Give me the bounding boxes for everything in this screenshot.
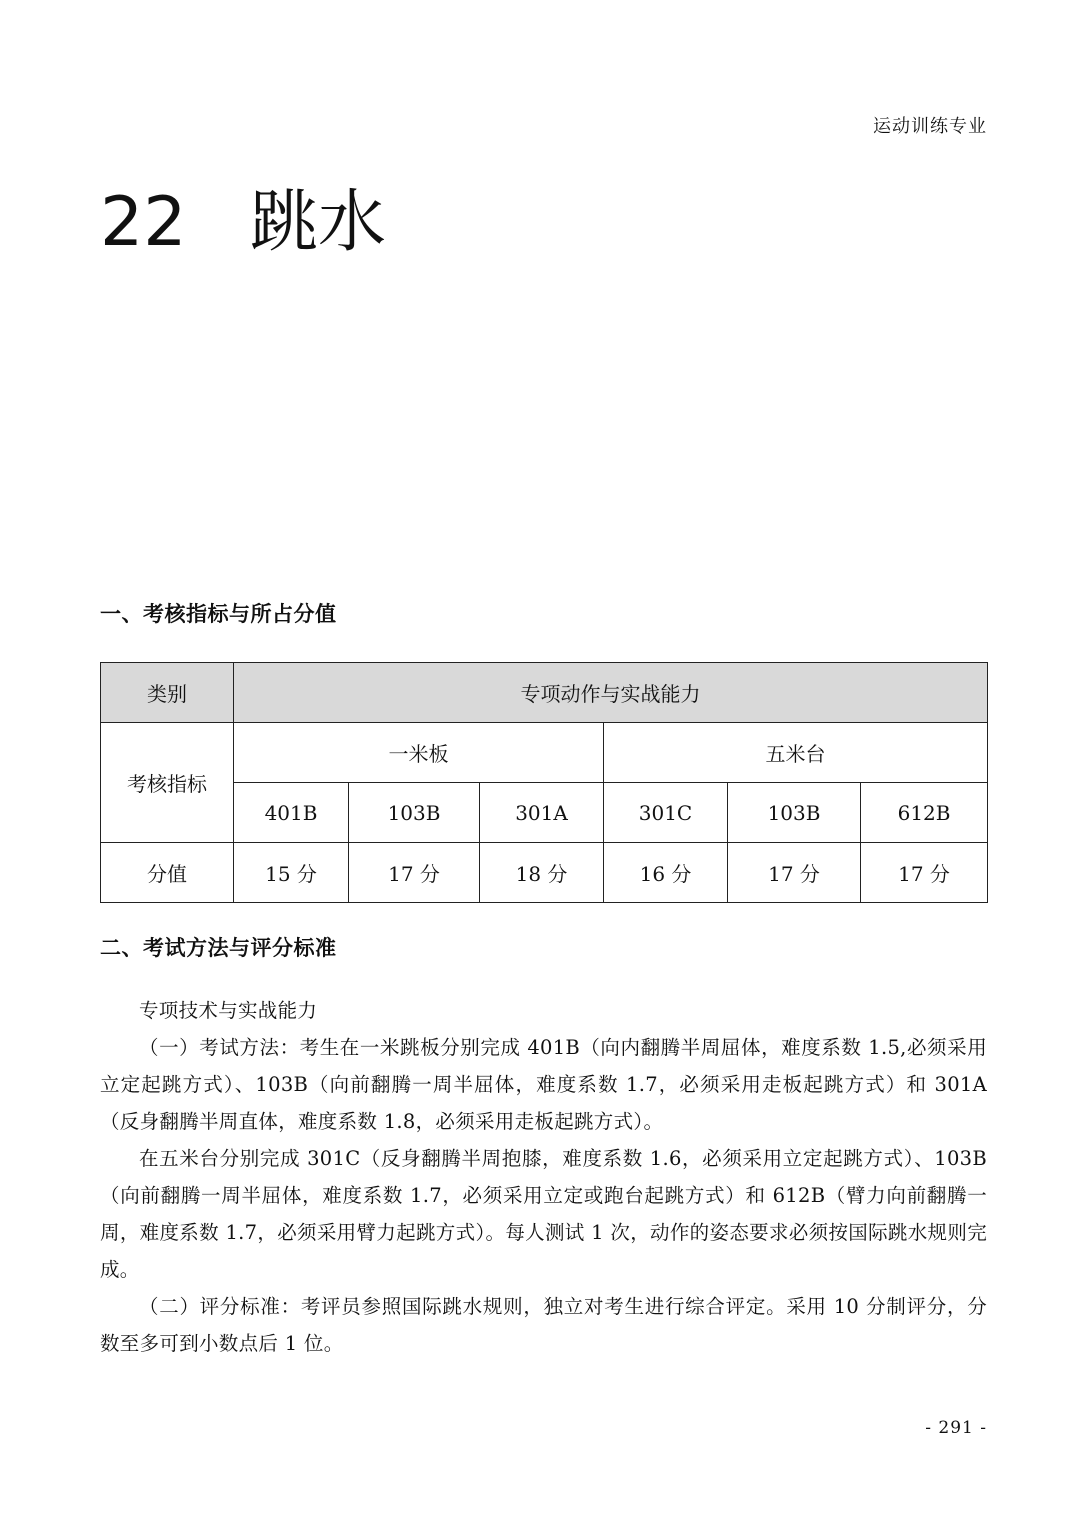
table-row (101, 783, 988, 843)
score-cell: 17 分 (861, 843, 988, 903)
table-row (101, 843, 988, 903)
table-row (101, 663, 988, 723)
running-header: 运动训练专业 (873, 116, 987, 137)
action-code-cell: 301C (604, 783, 728, 843)
paragraph-platform: 在五米台分别完成 301C（反身翻腾半周抱膝，难度系数 1.6，必须采用立定起跳方式）、103B（向前翻腾一周半屈体，难度系数 1.7，必须采用立定或跑台起跳方式）和 612B（臂力向前翻腾一周，难度系数 1.7，必须采用臂力起跳方式）。每人测试 1 次，动作的姿态要求必须按国际跳水规则完成。 (100, 1147, 987, 1281)
page-number: - 291 - (925, 1418, 987, 1438)
chapter-title (100, 178, 386, 268)
action-code-cell: 103B (728, 783, 861, 843)
subsection-title: 专项技术与实战能力 (139, 999, 318, 1022)
action-code-cell: 401B (234, 783, 349, 843)
assessment-table (100, 662, 988, 903)
section-heading-assessment: 一、考核指标与所占分值 (100, 602, 337, 626)
group-cell-5m-platform: 五米台 (604, 723, 988, 783)
score-cell: 17 分 (728, 843, 861, 903)
category-value-cell: 专项动作与实战能力 (234, 663, 988, 723)
score-cell: 17 分 (349, 843, 480, 903)
score-cell: 15 分 (234, 843, 349, 903)
chapter-name: 跳水 (250, 183, 387, 262)
score-label-cell: 分值 (101, 843, 234, 903)
section-heading-method: 二、考试方法与评分标准 (100, 936, 337, 960)
chapter-number: 22 (100, 183, 187, 262)
score-cell: 16 分 (604, 843, 728, 903)
group-cell-1m-springboard: 一米板 (234, 723, 604, 783)
category-label-cell: 类别 (101, 663, 234, 723)
action-code-cell: 612B (861, 783, 988, 843)
paragraph-scoring: （二）评分标准：考评员参照国际跳水规则，独立对考生进行综合评定。采用 10 分制评分，分数至多可到小数点后 1 位。 (100, 1295, 987, 1355)
method-body (100, 992, 987, 1362)
indicator-label-cell: 考核指标 (101, 723, 234, 843)
action-code-cell: 301A (480, 783, 604, 843)
action-code-cell: 103B (349, 783, 480, 843)
table-row (101, 723, 988, 783)
score-cell: 18 分 (480, 843, 604, 903)
paragraph-method: （一）考试方法：考生在一米跳板分别完成 401B（向内翻腾半周屈体，难度系数 1.5,必须采用立定起跳方式）、103B（向前翻腾一周半屈体，难度系数 1.7，必须采用走板起跳方式）和 301A（反身翻腾半周直体，难度系数 1.8，必须采用走板起跳方式）。 (100, 1036, 987, 1133)
